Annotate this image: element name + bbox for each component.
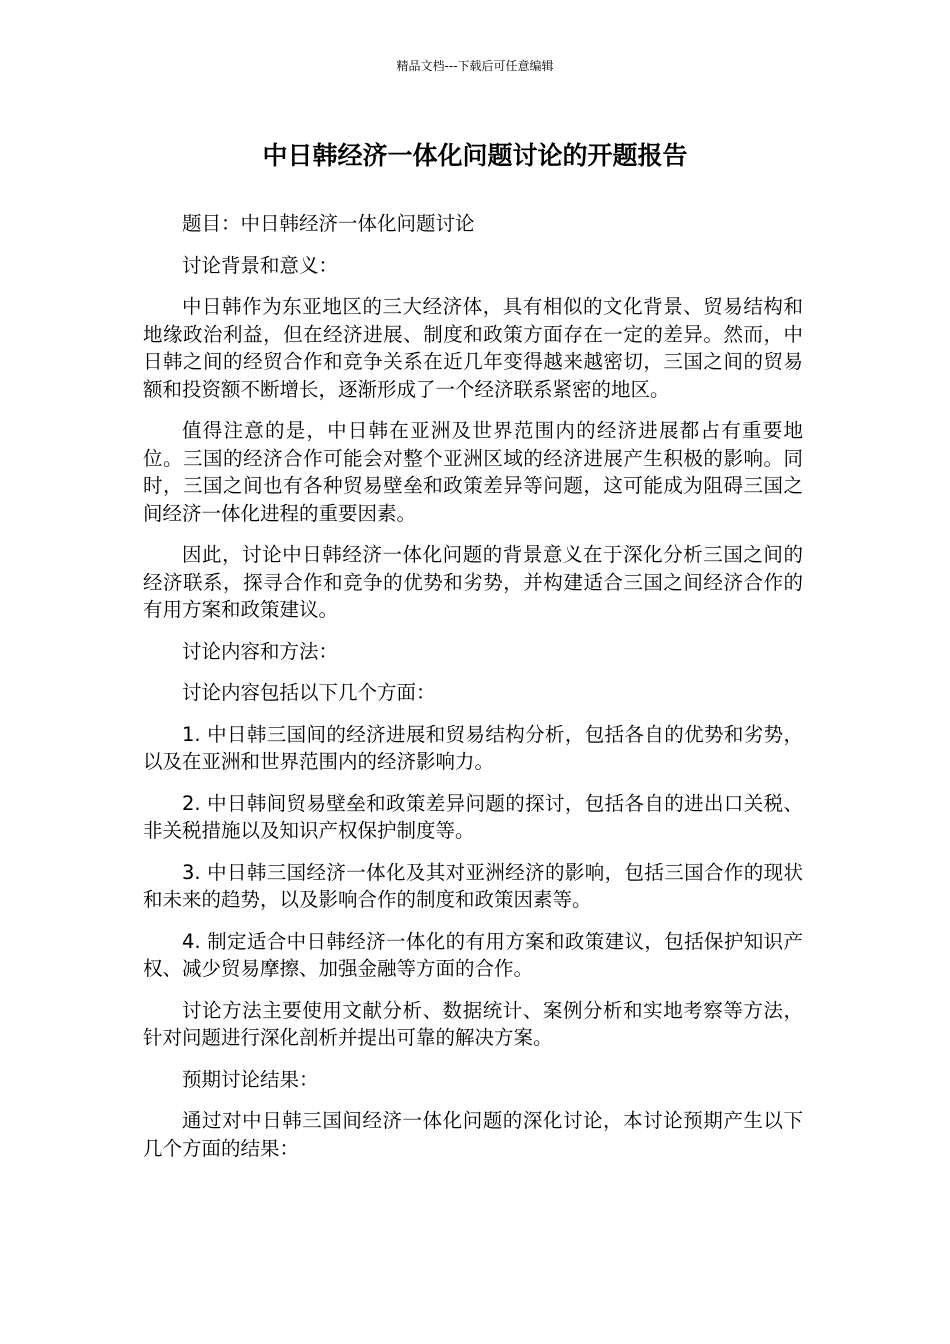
paragraph: 讨论方法主要使用文献分析、数据统计、案例分析和实地考察等方法，针对问题进行深化剖析并提出可靠的解决方案。 (143, 998, 803, 1049)
paragraph: 中日韩作为东亚地区的三大经济体，具有相似的文化背景、贸易结构和地缘政治利益，但在经济进展、制度和政策方面存在一定的差异。然而，中日韩之间的经贸合作和竞争关系在近几年变得越来越密切，三国之间的贸易额和投资额不断增长，逐渐形成了一个经济联系紧密的地区。 (143, 295, 803, 401)
section-heading-content-method: 讨论内容和方法： (182, 639, 339, 663)
document-body (143, 210, 803, 1176)
paragraph: 通过对中日韩三国间经济一体化问题的深化讨论，本讨论预期产生以下几个方面的结果： (143, 1109, 803, 1160)
list-item: 4. 制定适合中日韩经济一体化的有用方案和政策建议，包括保护知识产权、减少贸易摩擦、加强金融等方面的合作。 (143, 929, 803, 980)
list-item: 2. 中日韩间贸易壁垒和政策差异问题的探讨，包括各自的进出口关税、非关税措施以及知识产权保护制度等。 (143, 791, 803, 842)
section-heading-expected-results: 预期讨论结果： (182, 1067, 319, 1091)
page-header-note: 精品文档---下载后可任意编辑 (396, 59, 554, 73)
section-heading-background: 讨论背景和意义： (182, 253, 339, 277)
list-item: 1. 中日韩三国间的经济进展和贸易结构分析，包括各自的优势和劣势，以及在亚洲和世界范围内的经济影响力。 (143, 722, 803, 773)
document-title: 中日韩经济一体化问题讨论的开题报告 (262, 141, 688, 170)
list-item: 3. 中日韩三国经济一体化及其对亚洲经济的影响，包括三国合作的现状和未来的趋势，以及影响合作的制度和政策因素等。 (143, 860, 803, 911)
paragraph-topic: 题目：中日韩经济一体化问题讨论 (182, 212, 475, 235)
paragraph: 因此，讨论中日韩经济一体化问题的背景意义在于深化分析三国之间的经济联系，探寻合作和竞争的优势和劣势，并构建适合三国之间经济合作的有用方案和政策建议。 (143, 543, 803, 621)
paragraph: 讨论内容包括以下几个方面： (182, 681, 436, 704)
paragraph: 值得注意的是，中日韩在亚洲及世界范围内的经济进展都占有重要地位。三国的经济合作可能会对整个亚洲区域的经济进展产生积极的影响。同时，三国之间也有各种贸易壁垒和政策差异等问题，这可能成为阻碍三国之间经济一体化进程的重要因素。 (143, 419, 803, 525)
